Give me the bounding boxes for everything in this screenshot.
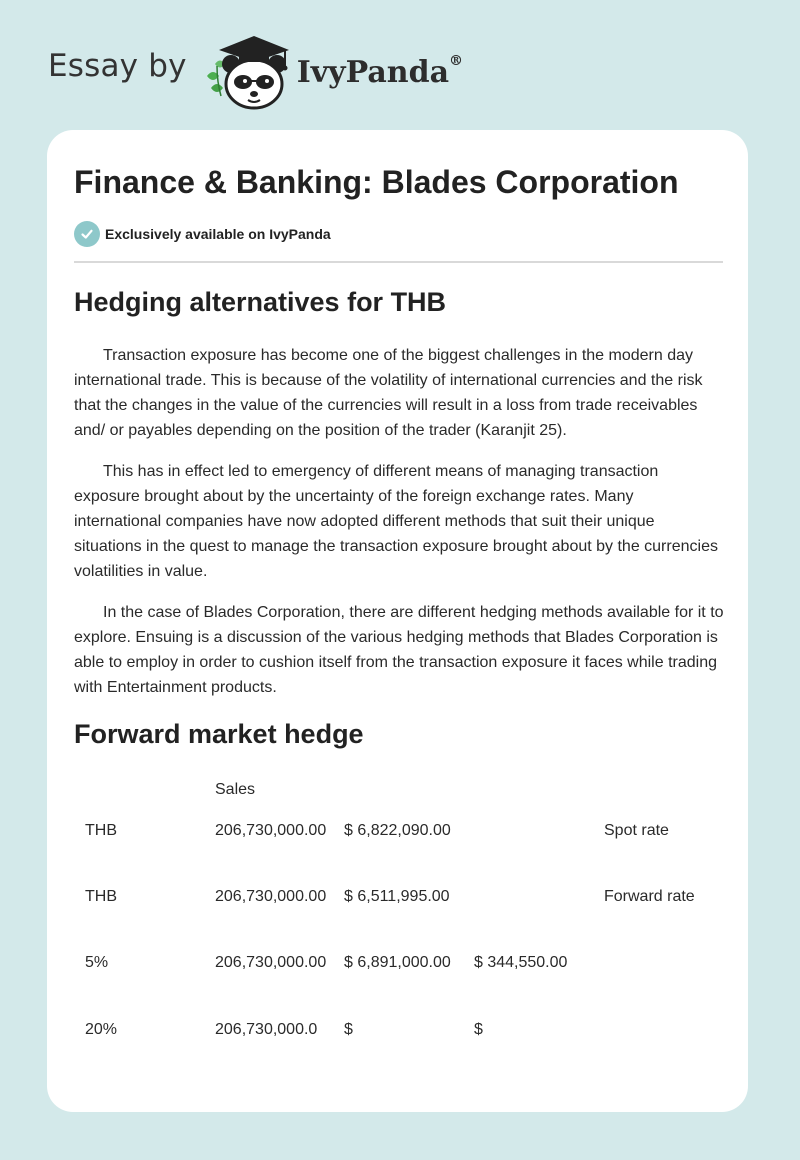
table-cell: Forward rate: [604, 888, 695, 905]
paragraph: In the case of Blades Corporation, there are different hedging methods available for it to explore. Ensuing is a discussion of the various hedging methods that Blades Corporation is able to employ in order to cushion itself from the transaction exposure it faces while trading with Entertainment products.: [74, 604, 724, 696]
table-cell: $ 6,511,995.00: [344, 888, 450, 905]
check-icon: [74, 221, 100, 247]
table-cell: $: [474, 1021, 483, 1038]
exclusive-label: Exclusively available on IvyPanda: [105, 226, 331, 242]
paragraph: This has in effect led to emergency of different means of managing transaction exposure brought about by the uncertainty of the foreign exchange rates. Many international companies have now adopted different methods that suit their unique situations in the quest to manage the transaction exposure brought about by the currencies volatilities in value.: [74, 463, 718, 580]
brand-header: [48, 30, 463, 110]
table-cell: THB: [85, 822, 117, 839]
table-cell: 206,730,000.00: [215, 822, 327, 839]
divider: [74, 261, 723, 263]
table-cell: $: [344, 1021, 353, 1038]
page-title: Finance & Banking: Blades Corporation: [74, 164, 679, 200]
section-heading: Forward market hedge: [74, 719, 364, 749]
table-cell: 5%: [85, 954, 109, 971]
panda-logo-icon: [201, 30, 293, 110]
table-cell: Spot rate: [604, 822, 669, 839]
paragraph: Transaction exposure has become one of the biggest challenges in the modern day international trade. This is because of the volatility of international currencies and the risk that the changes in the value of the currencies will result in a loss from trade receivables and/ or payables depending on the position of the trader (Karanjit 25).: [74, 347, 703, 439]
table-cell: $ 6,822,090.00: [344, 822, 451, 839]
table-cell: 206,730,000.00: [215, 954, 327, 971]
table-cell: 206,730,000.0: [215, 1021, 318, 1038]
table-cell: $ 344,550.00: [474, 954, 568, 971]
table-cell: $ 6,891,000.00: [344, 954, 451, 971]
table-cell: 20%: [85, 1021, 118, 1038]
brand-name: IvyPanda®: [296, 52, 464, 90]
brand-prefix: Essay by: [48, 48, 187, 84]
essay-card: [47, 130, 748, 1112]
section-heading: Hedging alternatives for THB: [74, 287, 447, 317]
exclusive-badge: [74, 221, 331, 247]
table-header-cell: Sales: [215, 781, 256, 798]
table-cell: THB: [85, 888, 117, 905]
table-cell: 206,730,000.00: [215, 888, 327, 905]
